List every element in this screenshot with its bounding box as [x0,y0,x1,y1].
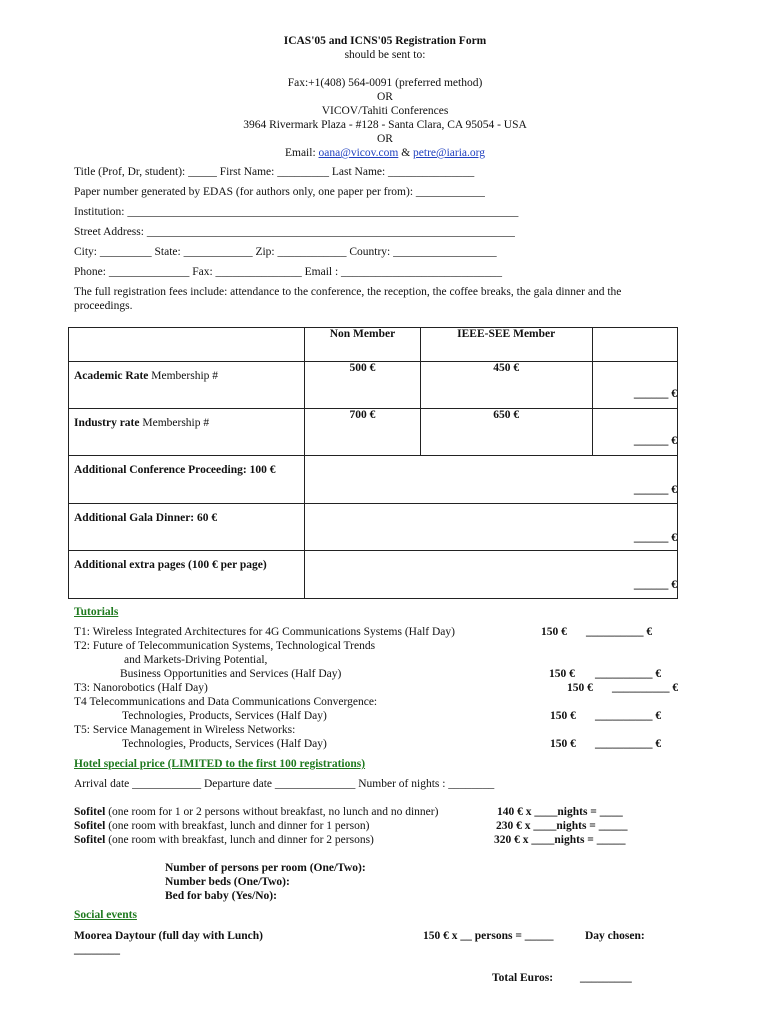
email-link-petre[interactable]: petre@iaria.org [413,147,486,159]
phone-fax-email-field[interactable]: Phone: ______________ Fax: _______________ Email : ____________________________ [74,266,503,278]
hotel-room-1-price[interactable]: 140 € x ____nights = ____ [497,806,623,818]
tutorial-t4-blank[interactable]: __________ € [595,710,662,722]
hotel-room-desc: (one room with breakfast, lunch and dinner for 2 persons) [105,834,374,846]
street-address-field[interactable]: Street Address: ________________________________________________________________ [74,226,515,238]
hotel-name: Sofitel [74,806,106,818]
day-chosen-label: Day chosen: [585,930,645,942]
hotel-room-2-price[interactable]: 230 € x ____nights = _____ [496,820,628,832]
fee-row-gala [69,504,678,551]
tutorial-t1: T1: Wireless Integrated Architectures for 4G Communications Systems (Half Day) [74,626,455,638]
address-line: 3964 Rivermark Plaza - #128 - Santa Clara, CA 95054 - USA [243,119,527,131]
email-label: Email: [284,147,316,159]
tutorial-t1-price: 150 € [541,626,567,638]
tutorial-t2-line-1: T2: Future of Telecommunication Systems, Technological Trends [74,640,376,652]
fax-line: Fax:+1(408) 564-0091 (preferred method) [287,77,483,89]
hotel-room-2 [74,820,369,832]
fee-table-header-row [69,328,678,362]
fees-note-line-1: The full registration fees include: attendance to the conference, the reception, the coffee breaks, the gala dinner and the [74,286,622,298]
hotel-room-desc: (one room with breakfast, lunch and dinner for 1 person) [105,820,370,832]
moorea-price-field[interactable]: 150 € x __ persons = _____ [423,930,554,942]
hotel-name: Sofitel [74,820,106,832]
email-ampersand: & [401,147,411,159]
total-euros-label: Total Euros: [492,972,554,984]
academic-amount-blank[interactable]: ______ € [592,362,677,409]
fee-label [69,362,305,409]
social-events-heading: Social events [74,909,137,921]
gala-amount-blank[interactable]: ______ € [305,504,678,551]
company-line: VICOV/Tahiti Conferences [321,105,449,117]
hotel-dates-field[interactable]: Arrival date ____________ Departure date ______________ Number of nights : ________ [74,778,495,790]
title-name-field[interactable]: Title (Prof, Dr, student): _____ First Name: _________ Last Name: _______________ [74,166,475,178]
col-total-header [592,328,677,362]
fee-row-academic [69,362,678,409]
or-text-1: OR [377,91,393,103]
col-non-member: Non Member [305,328,420,362]
fee-row-extra-pages [69,551,678,599]
fee-label: Additional Gala Dinner: 60 € [69,504,305,551]
fee-label-rest: Membership # [139,417,210,429]
email-line [0,147,770,159]
industry-ieee-price: 650 € [420,409,592,456]
day-chosen-blank[interactable]: ________ [74,944,120,956]
industry-non-member-price: 700 € [305,409,420,456]
fee-table-corner [69,328,305,362]
number-beds-field[interactable]: Number beds (One/Two): [165,876,290,888]
fee-label-bold: Industry rate [74,417,140,429]
tutorial-t1-blank[interactable]: __________ € [586,626,653,638]
tutorial-t5-price: 150 € [550,738,576,750]
fee-row-proceeding [69,456,678,504]
industry-amount-blank[interactable]: ______ € [592,409,677,456]
tutorial-t5-line-1: T5: Service Management in Wireless Networks: [74,724,296,736]
tutorial-t4-price: 150 € [550,710,576,722]
or-text-2: OR [377,133,393,145]
fee-label-rest: Membership # [148,370,219,382]
moorea-daytour: Moorea Daytour (full day with Lunch) [74,930,264,942]
hotel-room-3-price[interactable]: 320 € x ____nights = _____ [494,834,626,846]
fee-table [68,327,678,599]
hotel-name: Sofitel [74,834,106,846]
fee-row-industry [69,409,678,456]
tutorial-t4-line-2: Technologies, Products, Services (Half Day) [122,710,327,722]
tutorial-t3-price: 150 € [567,682,593,694]
tutorial-t5-blank[interactable]: __________ € [595,738,662,750]
extra-pages-amount-blank[interactable]: ______ € [305,551,678,599]
fees-note-line-2: proceedings. [74,300,133,312]
tutorial-t3: T3: Nanorobotics (Half Day) [74,682,208,694]
tutorial-t5-line-2: Technologies, Products, Services (Half Day) [122,738,327,750]
academic-ieee-price: 450 € [420,362,592,409]
proceeding-amount-blank[interactable]: ______ € [305,456,678,504]
fee-label: Additional extra pages (100 € per page) [69,551,305,599]
fee-label-bold: Academic Rate [74,370,149,382]
tutorial-t3-blank[interactable]: __________ € [612,682,679,694]
tutorial-t4-line-1: T4 Telecommunications and Data Communications Convergence: [74,696,378,708]
institution-field[interactable]: Institution: ____________________________________________________________________ [74,206,519,218]
persons-per-room-field[interactable]: Number of persons per room (One/Two): [165,862,366,874]
hotel-room-3 [74,834,374,846]
tutorial-t2-price: 150 € [549,668,575,680]
hotel-heading: Hotel special price (LIMITED to the first 100 registrations) [74,758,366,770]
total-euros-blank[interactable]: _________ [580,972,632,984]
academic-non-member-price: 500 € [305,362,420,409]
fee-label [69,409,305,456]
paper-number-field[interactable]: Paper number generated by EDAS (for authors only, one paper per from): ____________ [74,186,485,198]
tutorial-t2-line-3: Business Opportunities and Services (Half Day) [120,668,342,680]
tutorial-t2-blank[interactable]: __________ € [595,668,662,680]
city-state-zip-country-field[interactable]: City: _________ State: ____________ Zip: ____________ Country: __________________ [74,246,497,258]
email-link-oana[interactable]: oana@vicov.com [318,147,399,159]
tutorial-t2-line-2: and Markets-Driving Potential, [124,654,268,666]
hotel-room-desc: (one room for 1 or 2 persons without breakfast, no lunch and no dinner) [105,806,439,818]
sent-to-text: should be sent to: [344,49,426,61]
col-ieee-member: IEEE-SEE Member [420,328,592,362]
bed-for-baby-field[interactable]: Bed for baby (Yes/No): [165,890,277,902]
form-title: ICAS'05 and ICNS'05 Registration Form [283,35,487,47]
fee-label: Additional Conference Proceeding: 100 € [69,456,305,504]
tutorials-heading: Tutorials [74,606,119,618]
hotel-room-1 [74,806,438,818]
